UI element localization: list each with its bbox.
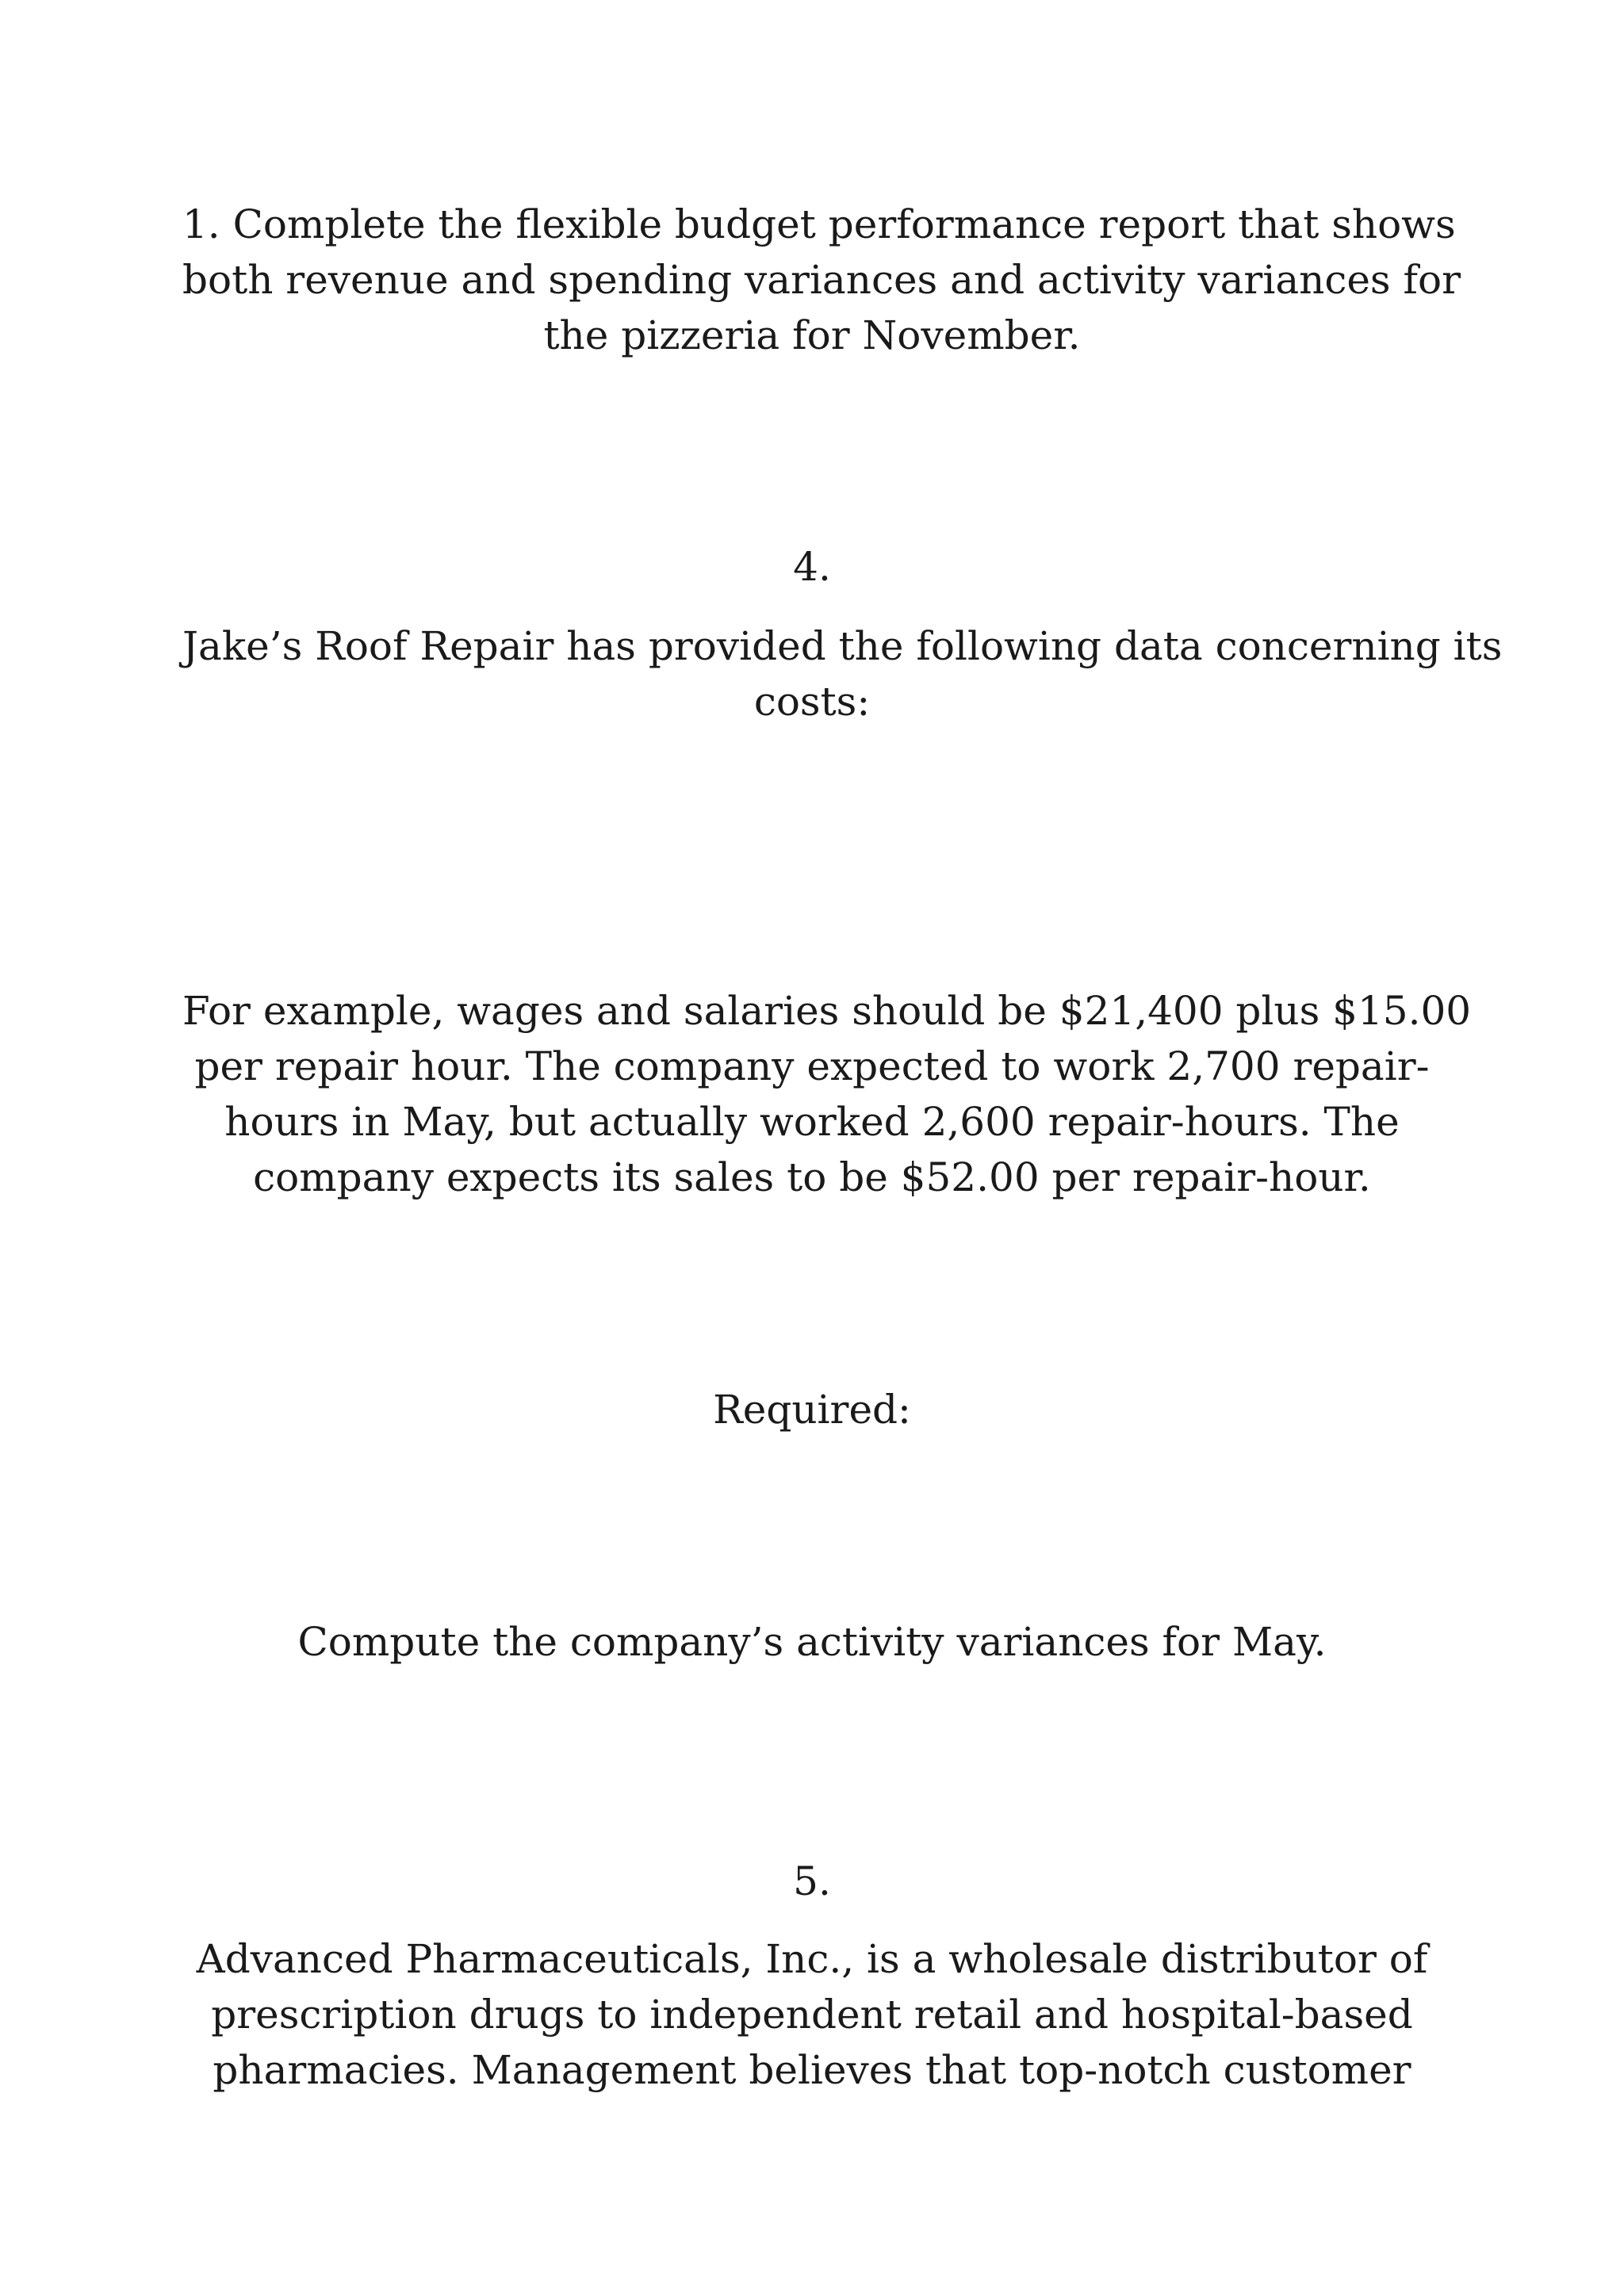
text-line: costs: xyxy=(753,679,871,725)
question-5-number: 5. xyxy=(793,1858,831,1904)
text-line: per repair hour. The company expected to work 2,700 repair- xyxy=(194,1043,1430,1089)
text-line: Advanced Pharmaceuticals, Inc., is a wholesale distributor of xyxy=(196,1936,1428,1982)
text-line: both revenue and spending variances and activity variances for xyxy=(182,257,1461,303)
question-4-intro xyxy=(182,618,1503,729)
text-line: Jake’s Roof Repair has provided the following data concerning its xyxy=(182,623,1503,669)
required-label: Required: xyxy=(713,1387,911,1433)
text-line: prescription drugs to independent retail and hospital-based xyxy=(211,1992,1413,2038)
question-4-task: Compute the company’s activity variances for May. xyxy=(297,1619,1327,1665)
text-line: company expects its sales to be $52.00 per repair-hour. xyxy=(253,1154,1371,1200)
question-1-text xyxy=(182,197,1461,363)
question-5-text xyxy=(182,1931,1442,2098)
text-line: 1. Complete the flexible budget performance report that shows xyxy=(182,201,1456,247)
question-4-body xyxy=(182,983,1472,1205)
text-line: hours in May, but actually worked 2,600 repair-hours. The xyxy=(224,1099,1400,1145)
question-4-number: 4. xyxy=(793,544,831,590)
text-line: For example, wages and salaries should be $21,400 plus $15.00 xyxy=(182,988,1472,1034)
text-line: pharmacies. Management believes that top-notch customer xyxy=(213,2047,1411,2093)
text-line: the pizzeria for November. xyxy=(543,312,1081,358)
